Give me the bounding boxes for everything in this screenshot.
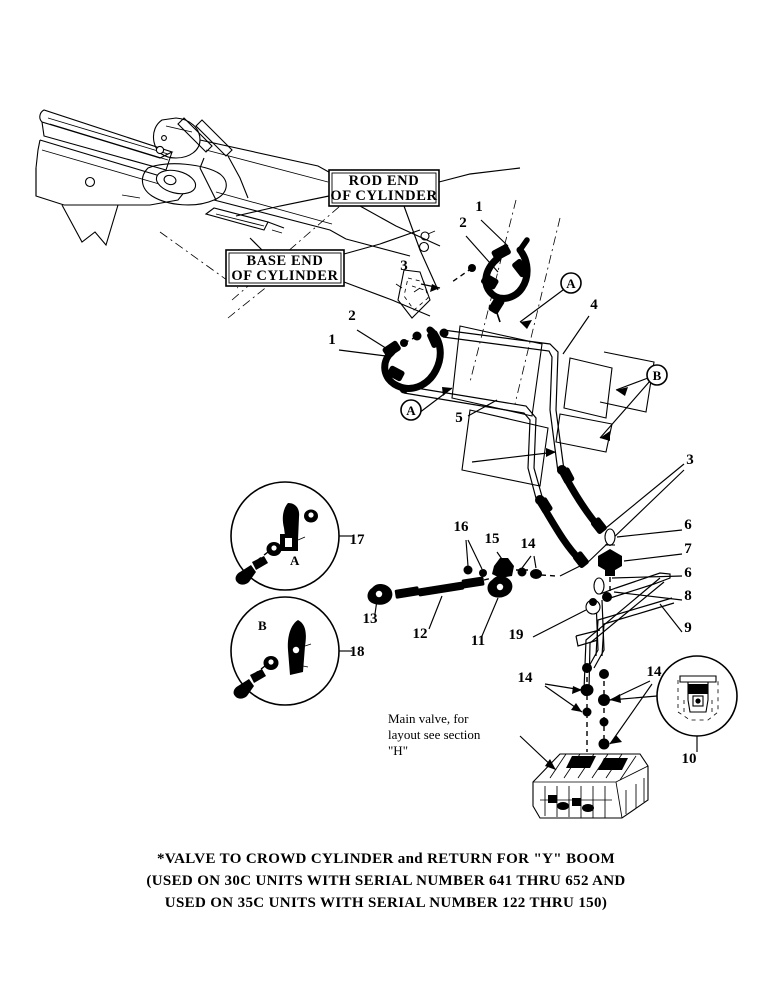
hose-drops-to-valve [545,663,652,752]
callout-c14-left: 14 [517,670,533,686]
callout-c19: 19 [508,627,524,643]
circled-ref-a-left-letter: A [406,403,416,418]
callout-c3-upper: 3 [400,258,408,274]
main-valve-note-line2: layout see section [388,727,481,742]
callout-c2-top: 2 [459,215,467,231]
main-valve-note-line3: "H" [388,743,409,758]
caption-line-2: (USED ON 30C UNITS WITH SERIAL NUMBER 641 THRU 652 AND [146,873,626,889]
callout-c9: 9 [684,620,692,636]
left-hose-assembly [339,330,443,389]
rod-end-line1: ROD END [348,173,420,189]
detail-view-b [231,597,352,705]
callout-c6-lower: 6 [684,565,692,581]
callout-c2-left: 2 [348,308,356,324]
circled-ref-a-upper [561,273,581,293]
callout-c12: 12 [412,626,428,642]
callout-c1-top: 1 [475,199,483,215]
callout-c3-right: 3 [686,452,694,468]
small-parts-row [368,540,581,636]
callout-c17: 17 [349,532,365,548]
callout-c11: 11 [470,633,486,649]
circled-ref-b-upper-letter: B [652,368,662,383]
callout-c7: 7 [684,541,692,557]
rod-end-line2: OF CYLINDER [330,188,438,204]
callout-c1-left: 1 [328,332,336,348]
detail-view-a [231,482,352,590]
detail-a-letter: A [290,553,300,568]
callout-c5: 5 [455,410,463,426]
callout-c10: 10 [681,751,697,767]
main-valve-note [388,711,556,770]
detail-b-letter: B [258,618,267,633]
callout-c8: 8 [684,588,692,604]
upper-hose-assembly [452,220,530,322]
caption-line-1: *VALVE TO CROWD CYLINDER and RETURN FOR "Y" BOOM [157,851,615,867]
callout-c13: 13 [362,611,378,627]
callout-c16: 16 [453,519,469,535]
callout-c18: 18 [349,644,365,660]
base-end-line2: OF CYLINDER [231,268,339,284]
figure-caption [146,851,625,911]
callout-c14-right: 14 [646,664,662,680]
callout-c15: 15 [484,531,500,547]
item-19-assembly [533,598,600,637]
callout-c14-mid: 14 [520,536,536,552]
detail-view-10 [610,656,737,752]
base-end-line1: BASE END [246,253,324,269]
main-valve-note-line1: Main valve, for [388,711,469,726]
circled-ref-a-left [401,400,421,420]
callout-number-layer [328,199,696,767]
callout-c4: 4 [590,297,598,313]
callout-c6-upper: 6 [684,517,692,533]
circled-ref-a-upper-letter: A [566,276,576,291]
caption-line-3: USED ON 35C UNITS WITH SERIAL NUMBER 122 THRU 150) [164,895,608,911]
long-tube-assembly [400,329,568,506]
circled-ref-b-upper [647,365,667,385]
